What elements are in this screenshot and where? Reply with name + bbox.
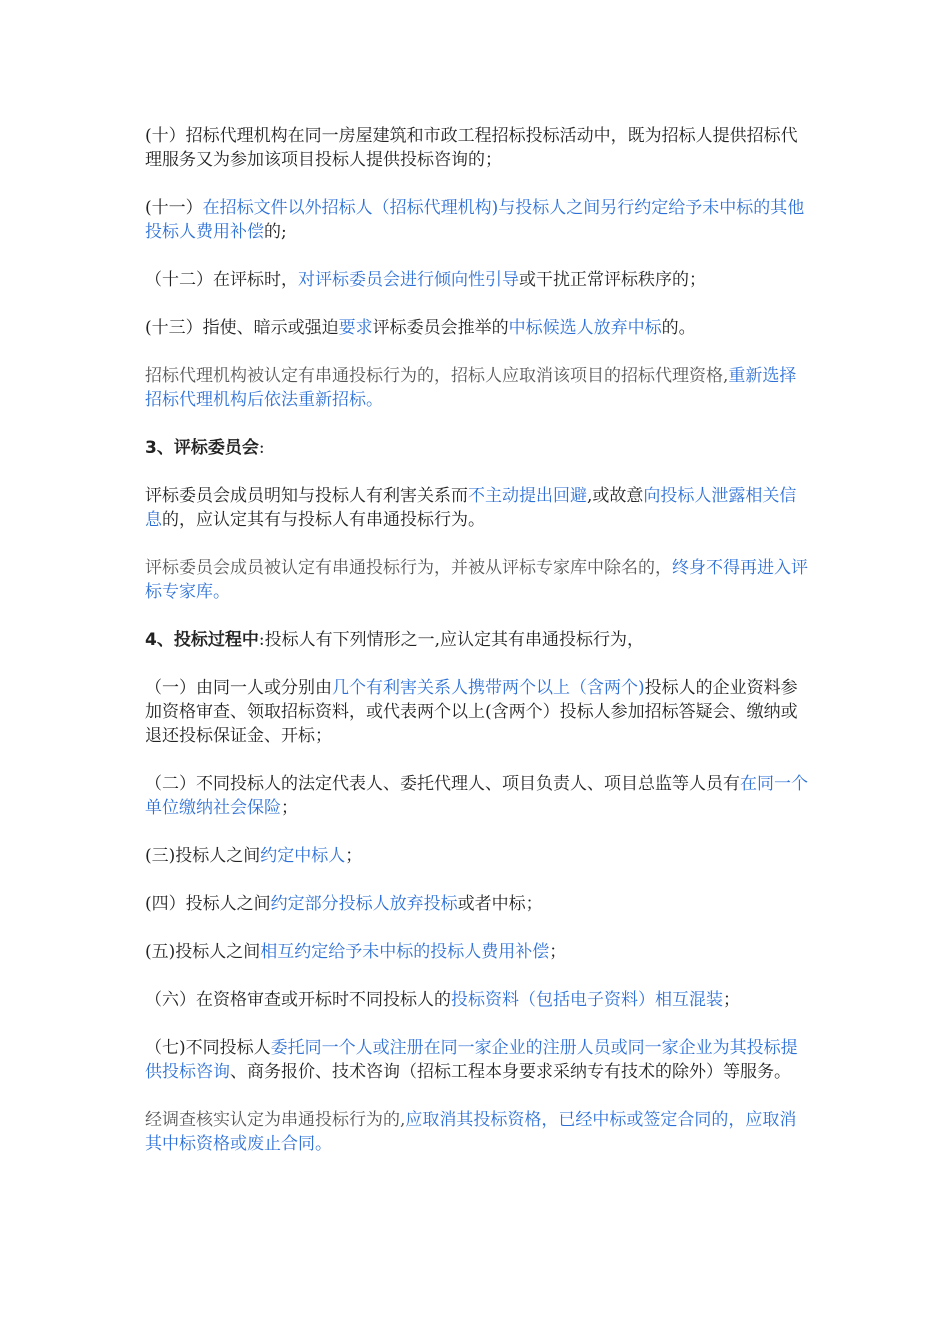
section-heading-text: 3、评标委员会	[145, 438, 259, 458]
text-segment: 的，应认定其有与投标人有串通投标行为。	[162, 510, 485, 530]
paragraph-10	[145, 124, 813, 172]
highlight-segment: 约定中标人	[260, 846, 346, 866]
text-segment: 或者中标；	[457, 894, 543, 914]
text-segment: ；	[345, 846, 363, 866]
text-segment: （十二）在评标时，	[145, 270, 298, 290]
final-penalty-paragraph	[145, 1108, 813, 1156]
text-segment: 评标委员会推举的	[372, 318, 509, 338]
text-segment: (十三）指使、暗示或强迫	[145, 318, 339, 338]
highlight-segment: 约定部分投标人放弃投标	[270, 894, 458, 914]
highlight-segment: 重新选择招标代理机构后依法重新招标。	[145, 366, 797, 410]
text-segment: （七)不同投标人	[145, 1038, 271, 1058]
highlight-segment: 对评标委员会进行倾向性引导	[298, 270, 519, 290]
highlight-segment: 向投标人泄露相关信息	[145, 486, 797, 530]
text-segment: (五)投标人之间	[145, 942, 261, 962]
highlight-segment: 不主动提出回避	[468, 486, 587, 506]
highlight-segment: 中标候选人放弃中标	[508, 318, 662, 338]
highlight-segment: 要求	[338, 318, 373, 338]
text-segment: 的。	[661, 318, 696, 338]
text-segment: ；	[549, 942, 567, 962]
text-segment: （一）由同一人或分别由	[145, 678, 332, 698]
highlight-segment: 委托同一个人或注册在同一家企业的注册人员或同一家企业为其投标提供投标咨询	[145, 1038, 798, 1082]
document-body	[145, 124, 813, 1180]
highlight-segment: 在招标文件以外招标人（招标代理机构)与投标人之间另行约定给予未中标的其他投标人费用补偿	[145, 198, 805, 242]
agency-penalty-paragraph	[145, 364, 813, 412]
bidding-item-3	[145, 844, 813, 868]
text-segment: 或干扰正常评标秩序的；	[519, 270, 706, 290]
highlight-segment: 在同一个单位缴纳社会保险	[145, 774, 808, 818]
paragraph-12	[145, 268, 813, 292]
bidding-item-6	[145, 988, 813, 1012]
text-segment: 招标代理机构被认定有串通投标行为的，招标人应取消该项目的招标代理资格,	[145, 366, 729, 386]
text-segment: 、商务报价、技术咨询（招标工程本身要求采纳专有技术的除外）等服务。	[230, 1062, 791, 1082]
text-segment: (三)投标人之间	[145, 846, 261, 866]
bidding-item-2	[145, 772, 813, 820]
section-heading-4	[145, 628, 813, 652]
text-segment: 评标委员会成员明知与投标人有利害关系而	[145, 486, 468, 506]
text-segment: （六）在资格审查或开标时不同投标人的	[145, 990, 451, 1010]
highlight-segment: 终身不得再进入评标专家库。	[145, 558, 808, 602]
text-segment: ；	[281, 798, 298, 818]
highlight-segment: 相互约定给予未中标的投标人费用补偿	[260, 942, 550, 962]
bidding-item-5	[145, 940, 813, 964]
committee-penalty-paragraph	[145, 556, 813, 604]
text-segment: （二）不同投标人的法定代表人、委托代理人、项目负责人、项目总监等人员有	[145, 774, 740, 794]
section-heading-text: 4、投标过程中	[145, 630, 259, 650]
section-heading-3	[145, 436, 813, 460]
text-segment: 评标委员会成员被认定有串通投标行为，并被从评标专家库中除名的，	[145, 558, 672, 578]
text-segment: 的;	[264, 222, 287, 242]
text-segment: (十）招标代理机构在同一房屋建筑和市政工程招标投标活动中，既为招标人提供招标代理服务又为参加该项目投标人提供投标咨询的；	[145, 126, 798, 170]
highlight-segment: 投标资料（包括电子资料）相互混装	[451, 990, 723, 1010]
bidding-item-7	[145, 1036, 813, 1084]
text-segment: :投标人有下列情形之一,应认定其有串通投标行为，	[258, 630, 644, 650]
highlight-segment: 几个有利害关系人携带两个以上（含两个)	[332, 678, 645, 698]
text-segment: 经调查核实认定为串通投标行为的,	[145, 1110, 406, 1130]
text-segment: ,或故意	[587, 486, 644, 506]
highlight-segment: 应取消其投标资格，已经中标或签定合同的，应取消其中标资格或废止合同。	[145, 1110, 797, 1154]
paragraph-11	[145, 196, 813, 244]
committee-collusion-paragraph	[145, 484, 813, 532]
bidding-item-1	[145, 676, 813, 748]
text-segment: (四）投标人之间	[145, 894, 271, 914]
text-segment: ；	[723, 990, 740, 1010]
text-segment: 投标人的企业资料参加资格审查、领取招标资料，或代表两个以上(含两个）投标人参加招标答疑会、缴纳或退还投标保证金、开标；	[145, 678, 798, 746]
bidding-item-4	[145, 892, 813, 916]
paragraph-13	[145, 316, 813, 340]
text-segment: (十一）	[145, 198, 203, 218]
text-segment: :	[258, 438, 265, 458]
